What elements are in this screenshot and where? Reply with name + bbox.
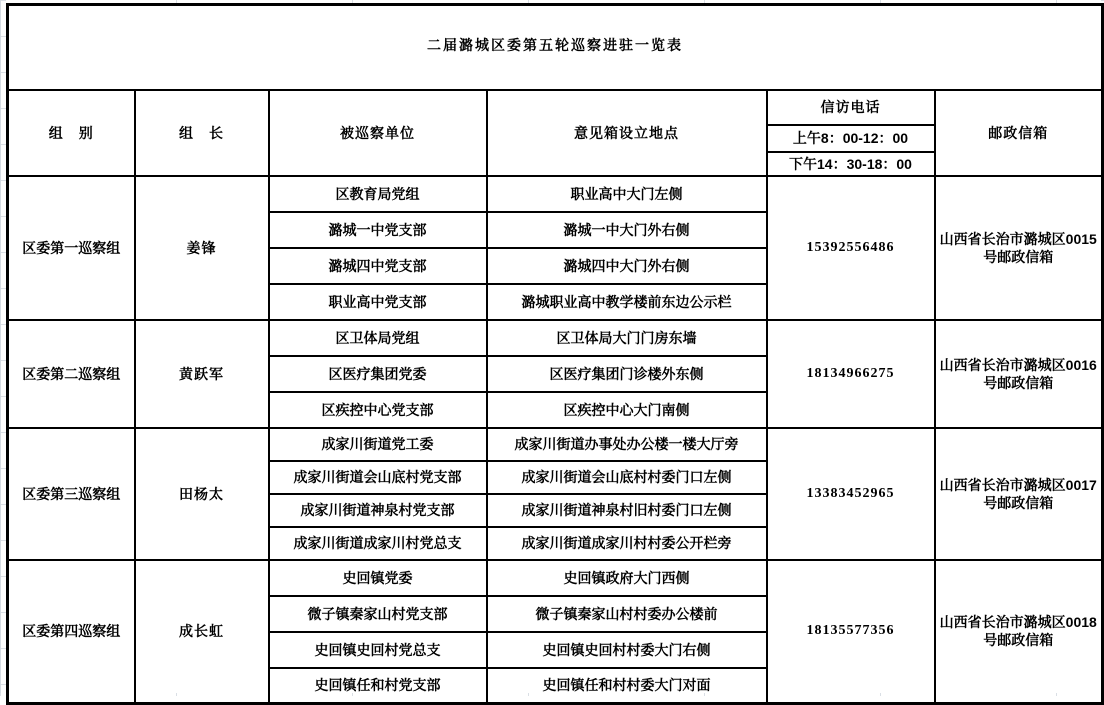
location-cell: 微子镇秦家山村村委办公楼前: [487, 596, 767, 632]
group-1-mailbox: 山西省长治市潞城区0015号邮政信箱: [935, 176, 1103, 320]
location-cell: 史回镇任和村村委大门对面: [487, 668, 767, 703]
location-cell: 潞城一中大门外右侧: [487, 212, 767, 248]
unit-cell: 潞城四中党支部: [269, 248, 487, 284]
unit-cell: 成家川街道神泉村党支部: [269, 494, 487, 527]
group-1-leader: 姜锋: [135, 176, 269, 320]
inspection-schedule-table: [6, 3, 1104, 705]
unit-cell: 史回镇任和村党支部: [269, 668, 487, 703]
unit-cell: 微子镇秦家山村党支部: [269, 596, 487, 632]
location-cell: 成家川街道会山底村村委门口左侧: [487, 461, 767, 494]
unit-cell: 区医疗集团党委: [269, 356, 487, 392]
header-phone: 信访电话: [767, 90, 935, 125]
group-4-mailbox: 山西省长治市潞城区0018号邮政信箱: [935, 560, 1103, 703]
location-cell: 史回镇史回村村委大门右侧: [487, 632, 767, 668]
location-cell: 成家川街道神泉村旧村委门口左侧: [487, 494, 767, 527]
group-4-name: 区委第四巡察组: [8, 560, 135, 703]
header-phone-pm-hours: 下午14：30-18：00: [767, 152, 935, 176]
location-cell: 潞城四中大门外右侧: [487, 248, 767, 284]
location-cell: 职业高中大门左侧: [487, 176, 767, 212]
group-3-mailbox: 山西省长治市潞城区0017号邮政信箱: [935, 428, 1103, 560]
unit-cell: 史回镇史回村党总支: [269, 632, 487, 668]
location-cell: 潞城职业高中教学楼前东边公示栏: [487, 284, 767, 320]
unit-cell: 成家川街道党工委: [269, 428, 487, 461]
unit-cell: 区教育局党组: [269, 176, 487, 212]
header-phone-am-hours: 上午8：00-12：00: [767, 125, 935, 152]
header-location: 意见箱设立地点: [487, 90, 767, 176]
unit-cell: 职业高中党支部: [269, 284, 487, 320]
header-group: 组 别: [8, 90, 135, 176]
location-cell: 史回镇政府大门西侧: [487, 560, 767, 596]
group-3-phone: 13383452965: [767, 428, 935, 560]
group-2-mailbox: 山西省长治市潞城区0016号邮政信箱: [935, 320, 1103, 428]
group-3-leader: 田杨太: [135, 428, 269, 560]
group-4-leader: 成长虹: [135, 560, 269, 703]
group-2-name: 区委第二巡察组: [8, 320, 135, 428]
unit-cell: 区疾控中心党支部: [269, 392, 487, 428]
unit-cell: 成家川街道会山底村党支部: [269, 461, 487, 494]
header-mailbox: 邮政信箱: [935, 90, 1103, 176]
unit-cell: 区卫体局党组: [269, 320, 487, 356]
table-title: 二届潞城区委第五轮巡察进驻一览表: [8, 5, 1103, 91]
unit-cell: 潞城一中党支部: [269, 212, 487, 248]
unit-cell: 成家川街道成家川村党总支: [269, 527, 487, 560]
group-3-name: 区委第三巡察组: [8, 428, 135, 560]
header-leader: 组 长: [135, 90, 269, 176]
location-cell: 成家川街道办事处办公楼一楼大厅旁: [487, 428, 767, 461]
group-1-phone: 15392556486: [767, 176, 935, 320]
group-1-name: 区委第一巡察组: [8, 176, 135, 320]
unit-cell: 史回镇党委: [269, 560, 487, 596]
location-cell: 区疾控中心大门南侧: [487, 392, 767, 428]
location-cell: 区卫体局大门门房东墙: [487, 320, 767, 356]
group-2-leader: 黄跃军: [135, 320, 269, 428]
location-cell: 区医疗集团门诊楼外东侧: [487, 356, 767, 392]
header-unit: 被巡察单位: [269, 90, 487, 176]
group-4-phone: 18135577356: [767, 560, 935, 703]
group-2-phone: 18134966275: [767, 320, 935, 428]
margin-gridline-left-vertical: [0, 0, 1, 696]
location-cell: 成家川街道成家川村村委公开栏旁: [487, 527, 767, 560]
